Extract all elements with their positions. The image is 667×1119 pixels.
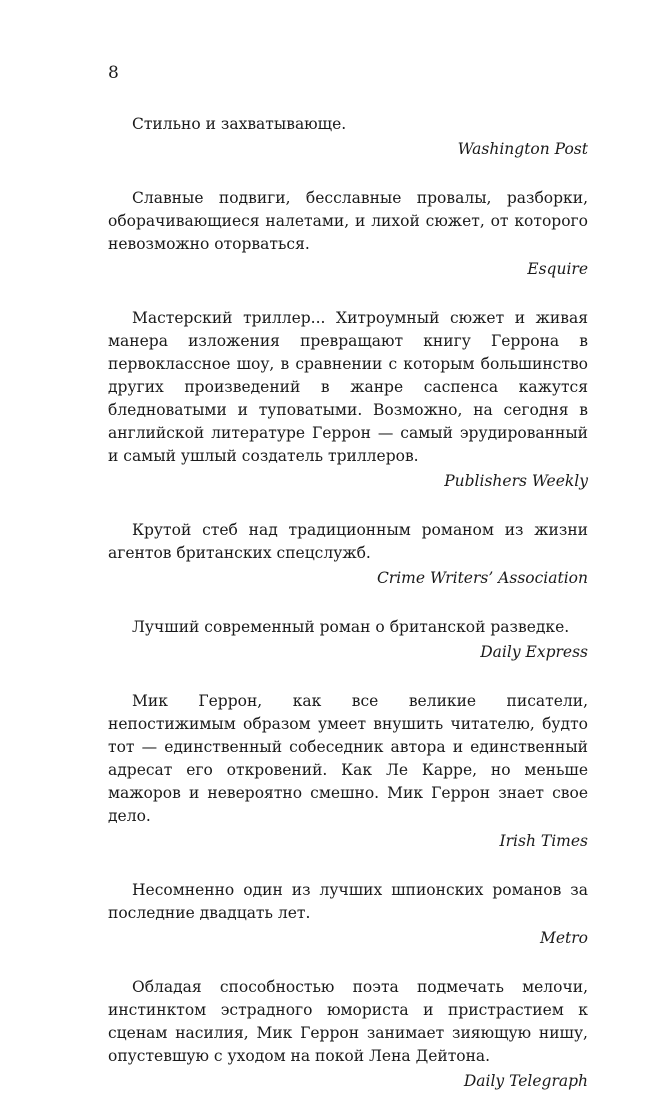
review-quote: [108, 616, 588, 664]
review-quote: [108, 879, 588, 950]
review-text: Стильно и захватывающе.: [132, 115, 347, 133]
review-quote: [108, 976, 588, 1093]
review-source: Daily Express: [480, 643, 588, 661]
review-source: Crime Writers’ Association: [376, 569, 588, 587]
review-quote: [108, 519, 588, 590]
review-text: Лучший современный роман о британской разведке.: [132, 618, 570, 636]
review-source: Daily Telegraph: [463, 1072, 588, 1090]
review-quote: [108, 690, 588, 853]
review-quote: [108, 113, 588, 161]
review-text: Несомненно один из лучших шпионских романов за последние двадцать лет.: [108, 881, 588, 922]
review-quote: [108, 307, 588, 493]
review-text: Славные подвиги, бесславные провалы, разборки, оборачивающиеся налетами, и лихой сюжет, от которого невозможно оторваться.: [108, 189, 588, 253]
review-text: Мик Геррон, как все великие писатели, непостижимым образом умеет внушить читателю, будто тот — единственный собеседник автора и единственный адресат его откровений. Как Ле Карре, но меньше мажоров и невероятно смешно. Мик Геррон знает свое дело.: [108, 692, 588, 825]
review-quote: [108, 187, 588, 281]
review-quotes-list: [108, 113, 588, 1119]
review-source: Metro: [539, 929, 588, 947]
review-source: Washington Post: [457, 140, 588, 158]
review-source: Irish Times: [499, 832, 588, 850]
review-text: Крутой стеб над традиционным романом из жизни агентов британских спецслужб.: [108, 521, 588, 562]
review-source: Esquire: [527, 260, 588, 278]
page-number: 8: [108, 63, 119, 83]
review-source: Publishers Weekly: [444, 472, 588, 490]
review-text: Обладая способностью поэта подмечать мелочи, инстинктом эстрадного юмориста и пристрастием к сценам насилия, Мик Геррон занимает зияющую нишу, опустевшую с уходом на покой Лена Дейтона.: [108, 978, 588, 1065]
review-text: Мастерский триллер... Хитроумный сюжет и живая манера изложения превращают книгу Геррона в первоклассное шоу, в сравнении с которым большинство других произведений в жанре саспенса кажутся бледноватыми и туповатыми. Возможно, на сегодня в английской литературе Геррон — самый эрудированный и самый ушлый создатель триллеров.: [108, 309, 588, 465]
